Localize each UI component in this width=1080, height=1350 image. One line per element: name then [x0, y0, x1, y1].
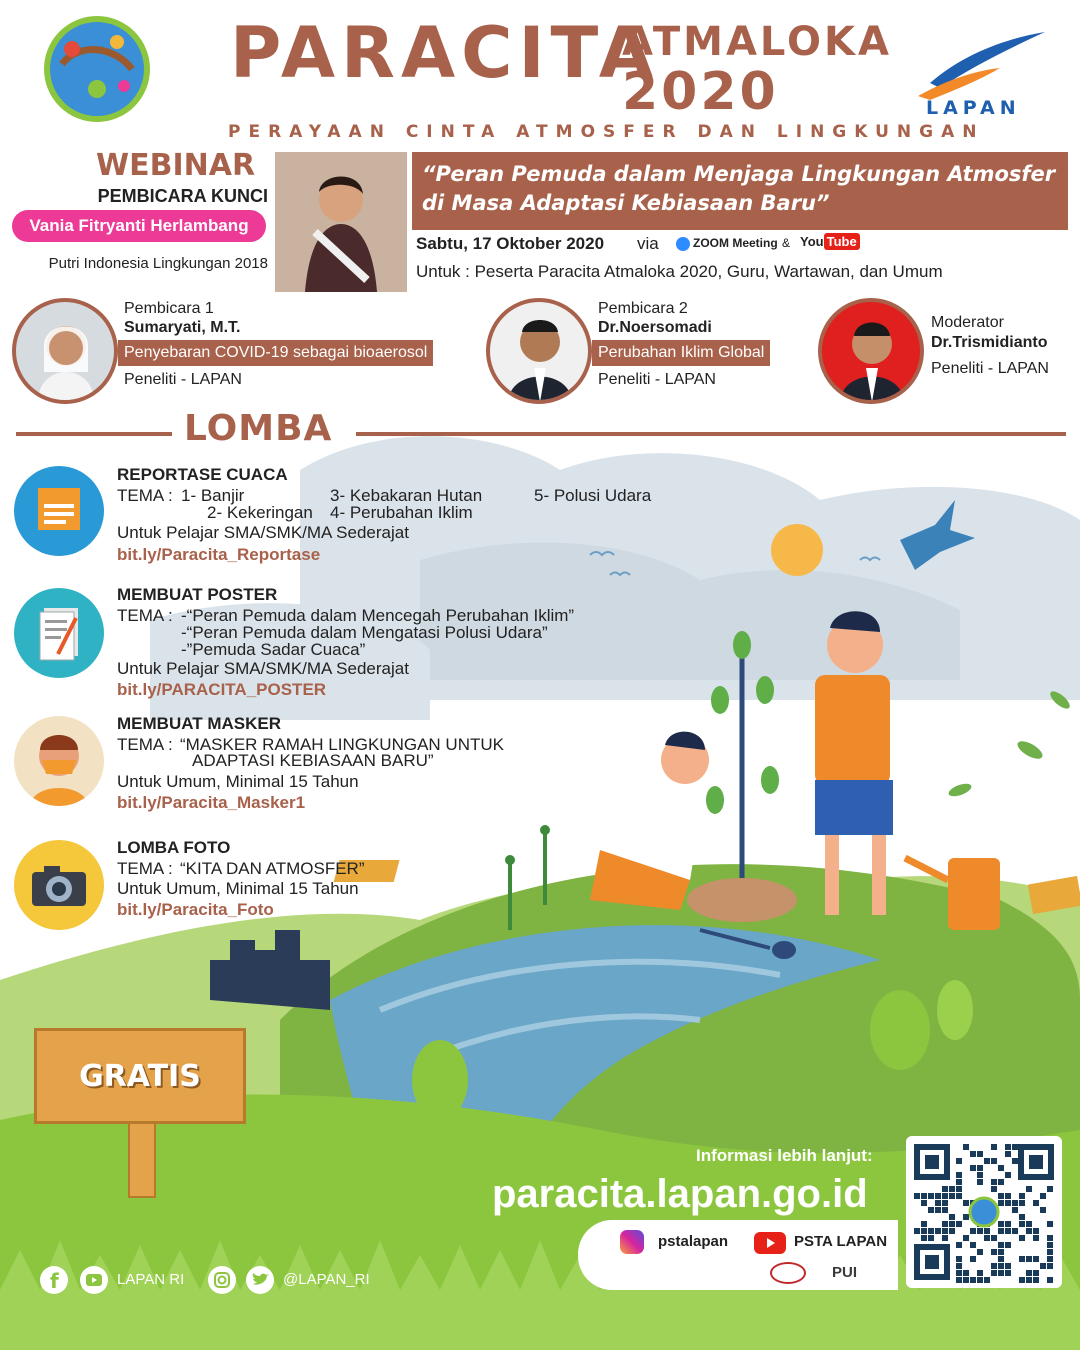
lomba-2-link[interactable]: bit.ly/PARACITA_POSTER: [117, 680, 327, 699]
tagline: PERAYAAN CINTA ATMOSFER DAN LINGKUNGAN: [228, 122, 985, 142]
lomba-2-title: MEMBUAT POSTER: [117, 585, 278, 604]
poster-icon: [14, 588, 104, 678]
lomba-1-link[interactable]: bit.ly/Paracita_Reportase: [117, 545, 321, 564]
website-url[interactable]: paracita.lapan.go.id: [492, 1172, 868, 1216]
lapan-logo: [910, 28, 1050, 118]
instagram-handle[interactable]: pstalapan: [658, 1233, 729, 1250]
lomba-2-audience: Untuk Pelajar SMA/SMK/MA Sederajat: [117, 659, 409, 678]
instagram-footer-icon[interactable]: [208, 1266, 236, 1294]
paracita-title: PARACITA: [230, 12, 660, 94]
keynote-name-badge: Vania Fitryanti Herlambang: [12, 210, 266, 242]
qr-code[interactable]: [906, 1136, 1062, 1288]
lomba-2-theme-2: -“Peran Pemuda dalam Mengatasi Polusi Udara”: [181, 623, 548, 642]
twitter-icon[interactable]: [246, 1266, 274, 1294]
lomba-4-audience: Untuk Umum, Minimal 15 Tahun: [117, 879, 359, 898]
lomba-2-theme-3: -”Pemuda Sadar Cuaca”: [181, 640, 366, 659]
lomba-divider-left: [16, 432, 172, 436]
lapan-ri-twitter-handle: @LAPAN_RI: [283, 1271, 370, 1288]
svg-text:f: f: [50, 1269, 59, 1293]
lomba-2-tema-label: TEMA :: [117, 606, 173, 625]
youtube-logo: You Tube: [800, 234, 860, 249]
lomba-3-audience: Untuk Umum, Minimal 15 Tahun: [117, 772, 359, 791]
speaker-2-photo: [486, 298, 592, 404]
moderator-name: Dr.Trismidianto: [931, 334, 1048, 351]
webinar-label: WEBINAR: [96, 148, 256, 183]
sun-icon: [771, 524, 823, 576]
lapan-ri-handle: LAPAN RI: [117, 1271, 185, 1288]
lomba-3-theme-1: “MASKER RAMAH LINGKUNGAN UNTUK: [180, 735, 504, 754]
partner-logo: [770, 1262, 806, 1284]
speaker-1-photo: [12, 298, 118, 404]
youtube-footer-icon[interactable]: [80, 1266, 108, 1294]
webinar-topic-banner: [412, 152, 1068, 230]
facebook-icon[interactable]: [40, 1266, 68, 1294]
moderator-role: Moderator: [931, 314, 1004, 331]
topic-line-2: di Masa Adaptasi Kebiasaan Baru”: [422, 191, 830, 215]
camera-icon: [14, 840, 104, 930]
keynote-photo: [275, 152, 407, 292]
lomba-3-theme-2: ADAPTASI KEBIASAAN BARU”: [192, 751, 434, 770]
lomba-1-theme-3: 3- Kebakaran Hutan: [330, 486, 483, 505]
speaker-2-name: Dr.Noersomadi: [598, 319, 712, 336]
moderator-photo: [818, 298, 924, 404]
lomba-3-tema-label: TEMA :: [117, 735, 173, 754]
lomba-1-title: REPORTASE CUACA: [117, 465, 288, 484]
lomba-4-title: LOMBA FOTO: [117, 838, 231, 857]
webinar-audience: Untuk : Peserta Paracita Atmaloka 2020, Guru, Wartawan, dan Umum: [416, 262, 943, 281]
keynote-label: PEMBICARA KUNCI: [97, 186, 268, 206]
speaker-1-topic: Penyebaran COVID-19 sebagai bioaerosol: [118, 340, 433, 366]
speaker-2-topic: Perubahan Iklim Global: [592, 340, 770, 366]
via-label: via: [637, 234, 659, 253]
zoom-meeting-label: ZOOM Meeting: [676, 236, 778, 251]
lomba-1-theme-5: 5- Polusi Udara: [534, 486, 652, 505]
lomba-divider-right: [356, 432, 1066, 436]
pui-logo: PUI: [832, 1264, 858, 1281]
topic-line-1: “Peran Pemuda dalam Menjaga Lingkungan Atmosfer: [422, 162, 1056, 186]
speaker-1-affiliation: Peneliti - LAPAN: [124, 371, 242, 388]
lomba-1-theme-4: 4- Perubahan Iklim: [330, 503, 473, 522]
speaker-2-role: Pembicara 2: [598, 300, 688, 317]
webinar-date: Sabtu, 17 Oktober 2020: [416, 234, 605, 253]
lomba-1-tema-label: TEMA :: [117, 486, 173, 505]
qr-code-pattern: [906, 1136, 1062, 1288]
ampersand: &: [782, 236, 791, 250]
info-label: Informasi lebih lanjut:: [696, 1146, 873, 1165]
masker-icon: [14, 716, 104, 806]
lomba-1-theme-2: 2- Kekeringan: [207, 503, 313, 522]
social-bar: [578, 1220, 898, 1290]
gratis-label: GRATIS: [79, 1059, 201, 1094]
paracita-globe-logo: [42, 14, 152, 124]
lomba-3-link[interactable]: bit.ly/Paracita_Masker1: [117, 793, 306, 812]
keynote-title: Putri Indonesia Lingkungan 2018: [48, 255, 268, 272]
atmaloka-title: ATMALOKA: [622, 19, 892, 65]
lomba-2-theme-1: -“Peran Pemuda dalam Mencegah Perubahan Iklim”: [181, 606, 575, 625]
lomba-1-theme-1: 1- Banjir: [181, 486, 245, 505]
reportase-icon: [14, 466, 104, 556]
lomba-4-theme-1: “KITA DAN ATMOSFER”: [180, 859, 365, 878]
lomba-3-title: MEMBUAT MASKER: [117, 714, 282, 733]
moderator-affiliation: Peneliti - LAPAN: [931, 360, 1049, 377]
speaker-1-name: Sumaryati, M.T.: [124, 319, 241, 336]
lomba-1-audience: Untuk Pelajar SMA/SMK/MA Sederajat: [117, 523, 409, 542]
lapan-logo-text: LAPAN: [926, 97, 1021, 118]
zoom-icon: [676, 237, 690, 251]
lomba-4-link[interactable]: bit.ly/Paracita_Foto: [117, 900, 274, 919]
youtube-channel[interactable]: PSTA LAPAN: [794, 1233, 888, 1250]
gratis-sign: [34, 1028, 246, 1124]
year-title: 2020: [622, 62, 779, 122]
youtube-icon: [754, 1232, 786, 1254]
instagram-icon: [620, 1230, 644, 1254]
sign-post: [128, 1120, 156, 1198]
speaker-2-affiliation: Peneliti - LAPAN: [598, 371, 716, 388]
speaker-1-role: Pembicara 1: [124, 300, 214, 317]
lomba-4-tema-label: TEMA :: [117, 859, 173, 878]
lomba-title: LOMBA: [184, 408, 333, 449]
